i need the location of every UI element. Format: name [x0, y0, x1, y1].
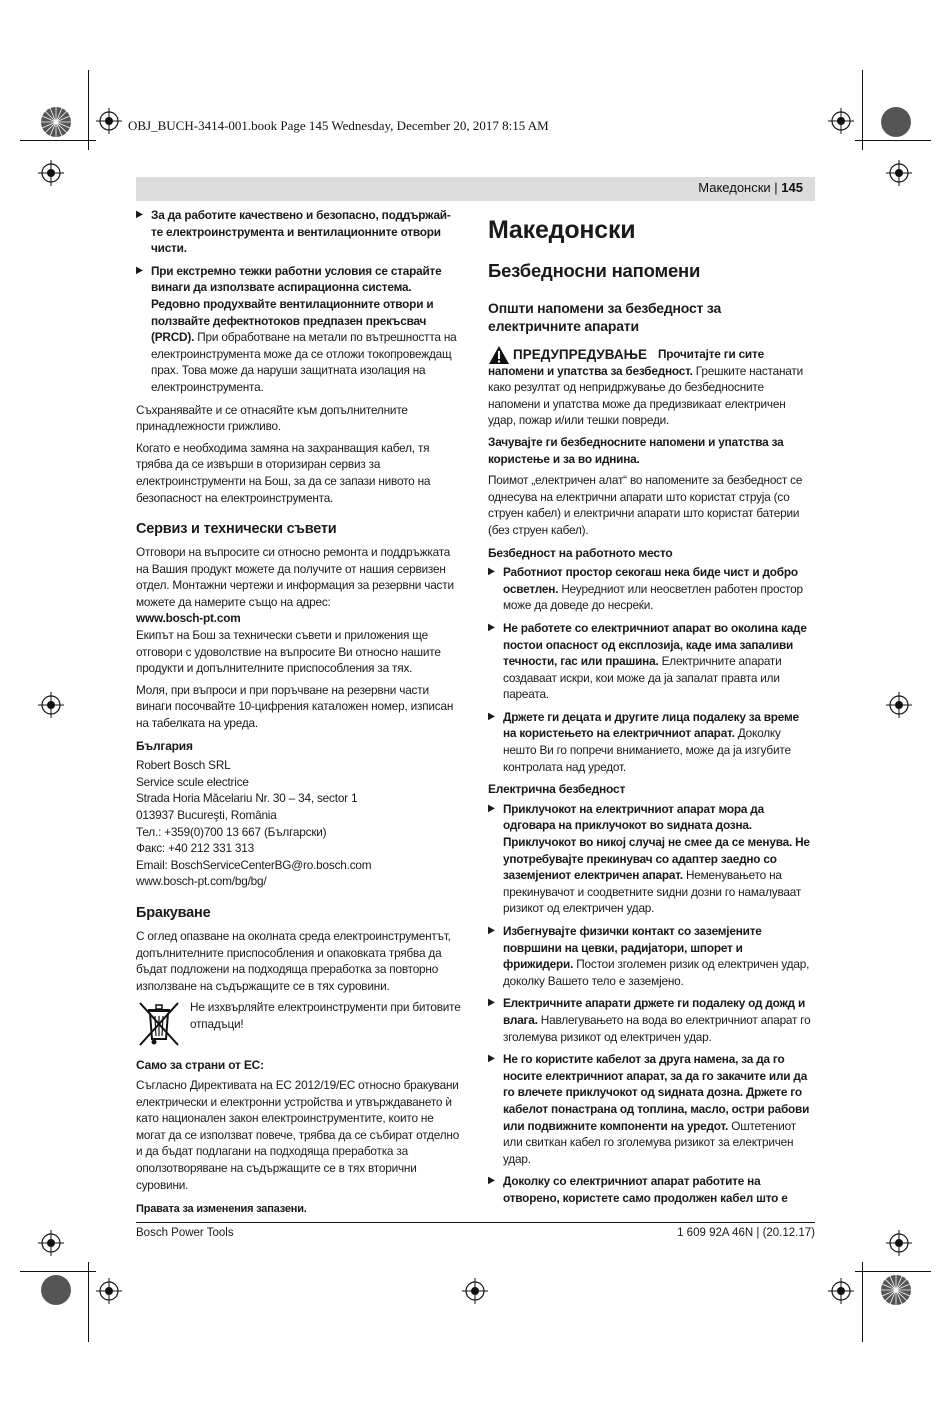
electric-heading: Електрична безбедност: [488, 782, 626, 797]
color-target-icon: [40, 106, 72, 138]
list-item: [488, 709, 815, 775]
address-line: 013937 Bucureşti, România: [136, 808, 277, 822]
eu-heading: Само за страни от ЕС:: [136, 1058, 264, 1073]
registration-mark-icon: [886, 692, 912, 718]
bullet-bold-text: Работниот простор секогаш нека биде чист и добро осветлен.: [503, 565, 798, 596]
color-target-icon: [40, 1274, 72, 1306]
bullet-bold-text: Доколку со електричниот апарат работите на отворено, користете само продолжен кабел што е: [503, 1174, 788, 1205]
bullet-bold-text: Држете ги децата и другите лица подалеку за време на користењето на електричниот апарат.: [503, 709, 799, 741]
paragraph-cable: Когато е необходима замяна на захранващия кабел, тя трябва да се извърши в оторизиран сервиз за електроинструменти на Бош, за да се запази нивото на безопасност на електроинструмента.: [136, 440, 431, 505]
country-heading: България: [136, 738, 193, 753]
service-order-text: Моля, при въпроси и при поръчване на резервни части винаги посочвайте 10-цифрения каталожен номер, изписан на табелката на уреда.: [136, 682, 454, 731]
service-text: Отговори на въпросите си относно ремонта и поддръжката на Вашия продукт можете да получите от нашия сервизен отдел. Монтажни чертежи и информация за резервни части можете да намерите също на адрес:: [136, 545, 454, 609]
disposal-notice: [136, 999, 462, 1049]
list-item: [488, 923, 815, 989]
list-item: [488, 995, 815, 1045]
right-column: [488, 207, 815, 1213]
crop-mark: [862, 1262, 863, 1342]
safety-title: Безбедносни напомени: [488, 260, 701, 281]
registration-mark-icon: [96, 1278, 122, 1304]
bullet-text: Електричните апарати создаваат искри, кои може да ја запалат правта или пареата.: [503, 654, 782, 702]
footer-rule: [136, 1222, 815, 1223]
service-team-text: Екипът на Бош за технически съвети и приложения ще отговори с удоволствие на въпросите Ви относно нашите продукти и допълнителните приспособления за тях.: [136, 628, 441, 676]
crop-mark: [855, 140, 931, 141]
registration-mark-icon: [828, 1278, 854, 1304]
footer-brand: Bosch Power Tools: [136, 1227, 234, 1239]
bullet-bold-text: Електричните апарати држете ги подалеку од дожд и влага.: [503, 996, 806, 1027]
list-item: [136, 207, 462, 257]
bullet-bold-text: Приклучокот на електричниот апарат мора да одговара на приклучокот во ѕидната дозна. Приклучокот во никој случај не смее да се менува. Не употребувајте прекинувач со адаптер заедно со заземјениот електричен апарат.: [503, 801, 810, 883]
list-item: [136, 263, 462, 396]
crop-mark: [88, 70, 89, 150]
bullet-text: За да работите качествено и безопасно, поддържай-те електроинструмента и вентилационните отвори чисти.: [151, 208, 451, 256]
color-target-icon: [880, 1274, 912, 1306]
bullet-arrow-icon: ▶: [488, 1175, 495, 1187]
page-number: 145: [781, 180, 803, 195]
registration-mark-icon: [38, 160, 64, 186]
workplace-heading: Безбедност на работното место: [488, 545, 673, 560]
bullet-text: Постои зголемен ризик од електричен удар, доколку Вашето тело е заземјено.: [503, 957, 810, 988]
address-line: Service scule electrice: [136, 774, 249, 789]
bullet-bold-text: Не го користите кабелот за друга намена, за да го носите електричниот апарат, за да го закачите или да го влечете приклучокот од ѕидната дозна. Држете го кабелот понастрана од топлина, масло, остри рабови или подвижните компоненти на уредот.: [503, 1052, 810, 1133]
service-heading: Сервиз и технически съвети: [136, 521, 337, 538]
address-block: [136, 757, 462, 890]
crop-mark: [862, 70, 863, 150]
registration-mark-icon: [38, 692, 64, 718]
bullet-text: Неменувањето на прекинувачот и соодветните ѕидни дозни го намалуваат ризикот од електричен удар.: [503, 868, 802, 916]
bullet-text: Оштетениот или свиткан кабел го зголемува ризикот за електричен удар.: [503, 1118, 796, 1166]
registration-mark-icon: [828, 108, 854, 134]
registration-mark-icon: [886, 1230, 912, 1256]
address-line: Email: BoschServiceCenterBG@ro.bosch.com: [136, 857, 372, 872]
disposal-warning-text: Не изхвърляйте електроинструменти при битовите отпадъци!: [190, 1000, 461, 1031]
address-line: www.bosch-pt.com/bg/bg/: [136, 874, 267, 889]
bullet-arrow-icon: ▶: [136, 264, 143, 276]
warning-text: Грешките настанати како резултат од непридржување до безбедносните напомени и упатства може да предизвикаат електричен удар, пожар и/или тешки повреди.: [488, 363, 803, 428]
bullet-text: При обработване на метали по вътрешността на електроинструмента може да се отложи токопровеждащ прах. Това може да наруши защитната изолация на електроинструмента.: [151, 330, 457, 394]
print-info: OBJ_BUCH-3414-001.book Page 145 Wednesday, December 20, 2017 8:15 AM: [128, 118, 549, 133]
bullet-arrow-icon: ▶: [488, 1053, 495, 1065]
warning-bold-text: Прочитајте ги сите напомени и упатства за безбедност.: [488, 347, 764, 378]
warning-label-text: ПРЕДУПРЕДУВАЊЕ: [513, 346, 647, 362]
bullet-bold-text: При екстремно тежки работни условия се старайте винаги да използвате аспирационна система. Редовно продухвайте вентилационните отвори и ползвайте дефектнотоков предпазен прекъсвач (PRCD).: [151, 263, 442, 345]
crossed-bin-icon: [136, 999, 182, 1049]
bullet-arrow-icon: ▶: [488, 802, 495, 814]
address-line: Robert Bosch SRL: [136, 758, 231, 773]
list-item: [488, 1051, 815, 1167]
page-header: [136, 177, 815, 201]
bullet-arrow-icon: ▶: [488, 997, 495, 1009]
disposal-heading: Бракуване: [136, 904, 211, 921]
address-line: Тел.: +359(0)700 13 667 (Български): [136, 824, 327, 839]
disposal-text: С оглед опазване на околната среда електроинструментът, допълнителните приспособления и опаковката трябва да бъдат подложени на подходяща преработка за повторно използване на съдържащите се в тях суровини.: [136, 928, 451, 993]
footer-code: 1 609 92A 46N | (20.12.17): [677, 1227, 815, 1239]
left-column: [136, 207, 462, 1223]
bullet-arrow-icon: ▶: [488, 566, 495, 578]
crop-mark: [20, 140, 96, 141]
bullet-bold-text: Избегнувајте физички контакт со заземјените површини на цевки, радијатори, шпорет и фрижидери.: [503, 924, 762, 972]
keep-instructions: Зачувајте ги безбедносните напомени и упатства за користење и за во иднина.: [488, 434, 784, 466]
language-title: Македонски: [488, 216, 636, 244]
bullet-arrow-icon: ▶: [488, 621, 495, 633]
bullet-bold-text: Не работете со електричниот апарат во околина каде постои опасност од експлозија, каде има запаливи течности, гас или прашина.: [503, 620, 807, 669]
bullet-arrow-icon: ▶: [488, 710, 495, 722]
address-line: Факс: +40 212 331 313: [136, 841, 254, 856]
list-item: [488, 620, 815, 703]
crop-mark: [20, 1271, 96, 1272]
list-item: [488, 1173, 815, 1206]
general-safety-title: Општи напомени за безбедност за електричните апарати: [488, 300, 722, 334]
bullet-text: Доколку нешто Ви го попречи вниманието, може да ја изгубите контролата над уредот.: [503, 726, 791, 774]
bullet-text: Навлегувањето на вода во електричниот апарат го зголемува ризикот од електричен удар.: [503, 1012, 811, 1044]
color-target-icon: [880, 106, 912, 138]
header-language: Македонски: [698, 180, 771, 195]
address-line: Strada Horia Măcelariu Nr. 30 – 34, sector 1: [136, 791, 358, 806]
rights-notice: Правата за изменения запазени.: [136, 1203, 307, 1216]
eu-text: Съгласно Директивата на ЕС 2012/19/ЕС относно бракувани електрически и електронни устройства и утвърждаването ѝ като национален закон електроинструментите, които не могат да се използват повече, трябва да се събират отделно и да бъдат подлагани на подходяща преработка за оползотворяване на съдържащите се в тях вторични суровини.: [136, 1077, 460, 1192]
bullet-arrow-icon: ▶: [488, 925, 495, 936]
registration-mark-icon: [462, 1278, 488, 1304]
bullet-text: Неуредниот или неосветлен работен простор може да доведе до несреќи.: [503, 581, 803, 613]
service-url: www.bosch-pt.com: [136, 611, 241, 626]
list-item: [488, 801, 815, 917]
registration-mark-icon: [96, 108, 122, 134]
paragraph-accessories: Съхранявайте и се отнасяйте към допълнителните принадлежности грижливо.: [136, 402, 408, 434]
registration-mark-icon: [886, 160, 912, 186]
bullet-arrow-icon: ▶: [136, 209, 143, 220]
header-text: Македонски | 145: [698, 180, 803, 195]
crop-mark: [855, 1271, 931, 1272]
registration-mark-icon: [38, 1230, 64, 1256]
term-definition: Поимот „електричен алат“ во напомените за безбедност се однесува на електрични апарати што користат струја (со струен кабел) и електрични апарати што користат батерии (без струен кабел).: [488, 473, 803, 537]
list-item: [488, 564, 815, 614]
crop-mark: [88, 1262, 89, 1342]
